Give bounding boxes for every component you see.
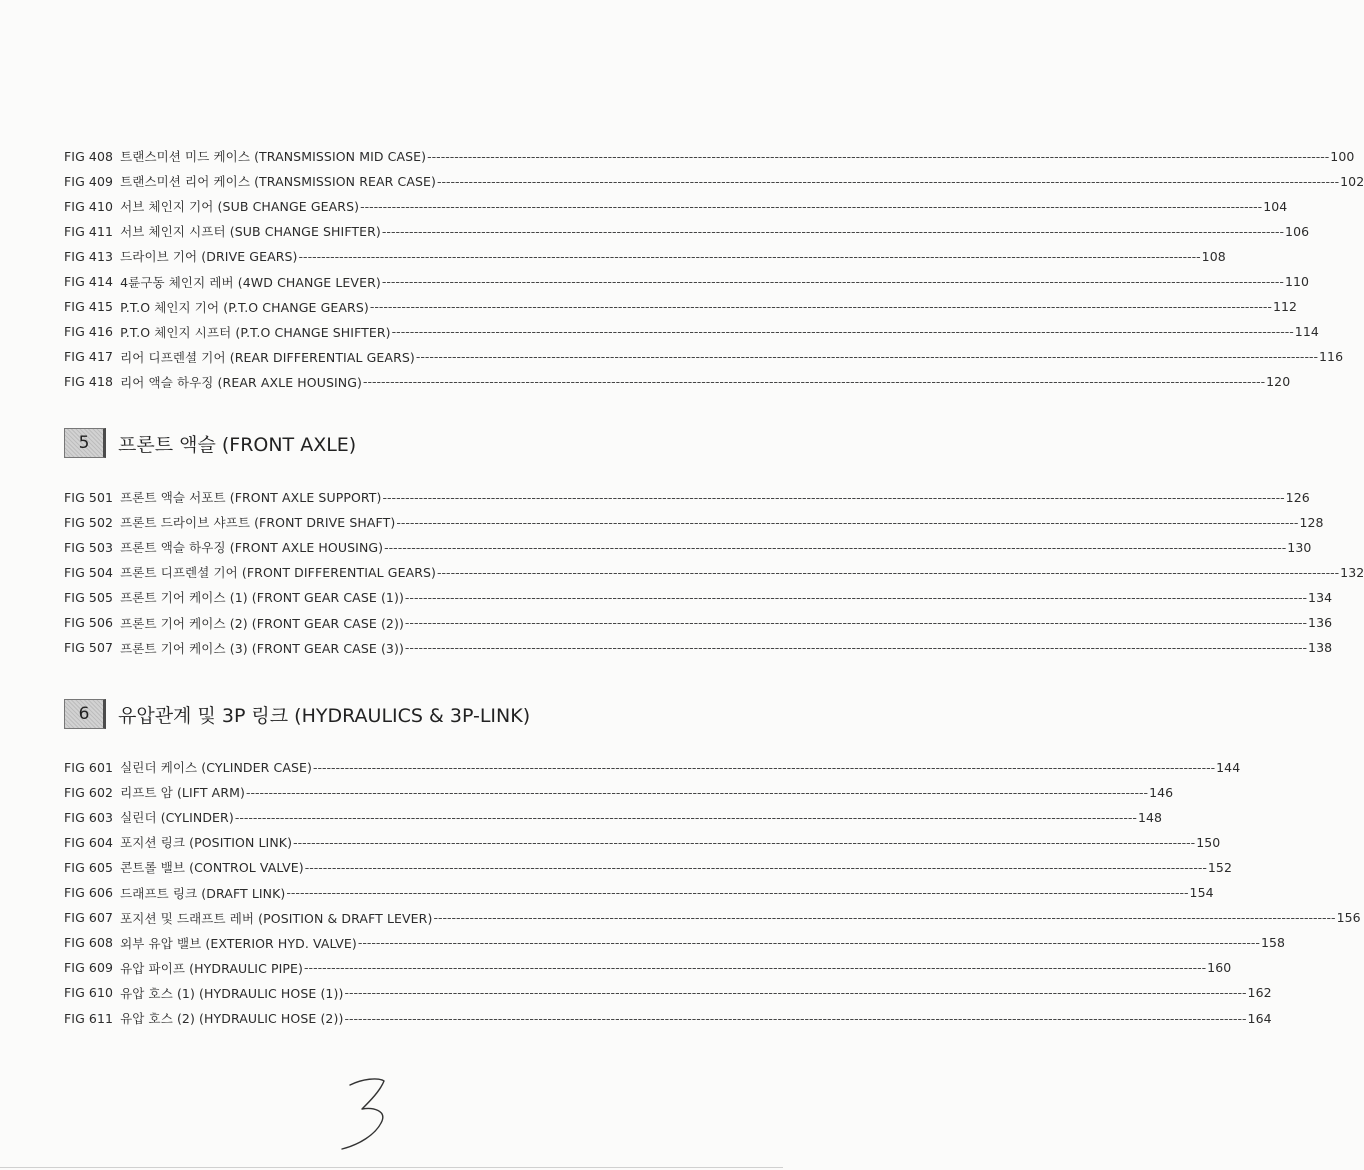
dot-leader: -------------------------------------------------------------------------------------------------------------------------------------------------------------------------------------------------------- [293,834,1196,850]
figure-number: FIG 417 [64,349,114,365]
toc-entry [64,958,1232,978]
toc-entry [64,832,1221,852]
page-number: 126 [1285,489,1310,505]
dot-leader: -------------------------------------------------------------------------------------------------------------------------------------------------------------------------------------------------------- [245,784,1149,800]
dot-leader: -------------------------------------------------------------------------------------------------------------------------------------------------------------------------------------------------------- [344,1010,1247,1026]
page-number: 146 [1149,784,1174,800]
figure-number: FIG 410 [64,198,114,214]
figure-number: FIG 414 [64,274,114,289]
section-title: 유압관계 및 3P 링크 (HYDRAULICS & 3P-LINK) [118,704,531,727]
entry-title: 트랜스미션 미드 케이스 (TRANSMISSION MID CASE) [120,149,427,164]
entry-title: 리어 액슬 하우징 (REAR AXLE HOUSING) [120,374,362,390]
dot-leader: -------------------------------------------------------------------------------------------------------------------------------------------------------------------------------------------------------- [344,985,1247,1001]
toc-entry [64,372,1291,392]
entry-title: 드라이브 기어 (DRIVE GEARS) [120,249,298,265]
dot-leader: -------------------------------------------------------------------------------------------------------------------------------------------------------------------------------------------------------- [369,299,1272,315]
page-number: 154 [1189,885,1214,900]
page-number: 102 [1340,173,1364,189]
page-number: 100 [1330,148,1355,164]
page-number: 128 [1299,514,1324,530]
toc-entry [64,587,1333,607]
toc-entry [64,782,1174,802]
toc-entry [64,246,1226,266]
figure-number: FIG 611 [64,1010,114,1026]
entry-title: 리프트 암 (LIFT ARM) [120,785,245,801]
figure-number: FIG 413 [64,248,114,264]
toc-entry [64,1008,1272,1028]
entry-title: 유압 파이프 (HYDRAULIC PIPE) [120,960,304,976]
dot-leader: -------------------------------------------------------------------------------------------------------------------------------------------------------------------------------------------------------- [437,564,1340,580]
entry-title: P.T.O 체인지 시프터 (P.T.O CHANGE SHIFTER) [120,324,391,340]
figure-number: FIG 505 [64,589,114,605]
dot-leader: -------------------------------------------------------------------------------------------------------------------------------------------------------------------------------------------------------- [304,859,1207,875]
toc-entry [64,983,1272,1003]
figure-number: FIG 502 [64,514,114,530]
entry-title: 유압 호스 (1) (HYDRAULIC HOSE (1)) [120,985,344,1001]
figure-number: FIG 409 [64,173,114,189]
entry-title: 서브 체인지 기어 (SUB CHANGE GEARS) [120,199,360,215]
figure-number: FIG 506 [64,615,114,630]
toc-entry [64,638,1333,658]
entry-title: 드래프트 링크 (DRAFT LINK) [120,885,286,901]
page-number: 156 [1336,910,1361,926]
dot-leader: -------------------------------------------------------------------------------------------------------------------------------------------------------------------------------------------------------- [234,809,1137,825]
page-number: 104 [1263,198,1288,214]
page-number: 134 [1308,589,1333,605]
figure-number: FIG 416 [64,324,114,340]
toc-entry [64,757,1241,777]
entry-title: 프론트 액슬 하우징 (FRONT AXLE HOUSING) [120,540,384,556]
dot-leader: -------------------------------------------------------------------------------------------------------------------------------------------------------------------------------------------------------- [357,935,1260,951]
dot-leader: -------------------------------------------------------------------------------------------------------------------------------------------------------------------------------------------------------- [304,960,1207,976]
figure-number: FIG 411 [64,223,114,239]
toc-entry [64,487,1310,507]
figure-number: FIG 609 [64,960,114,976]
toc-entry [64,512,1324,532]
entry-title: 서브 체인지 시프터 (SUB CHANGE SHIFTER) [120,224,381,240]
figure-number: FIG 418 [64,374,114,390]
toc-entry [64,908,1361,928]
figure-number: FIG 501 [64,489,114,505]
toc-entry [64,613,1333,633]
dot-leader: -------------------------------------------------------------------------------------------------------------------------------------------------------------------------------------------------------- [363,374,1266,390]
entry-title: 트랜스미션 리어 케이스 (TRANSMISSION REAR CASE) [120,174,436,190]
section-title: 프론트 액슬 (FRONT AXLE) [118,433,357,456]
dot-leader: -------------------------------------------------------------------------------------------------------------------------------------------------------------------------------------------------------- [384,539,1287,555]
page-number: 162 [1247,985,1272,1001]
toc-entry [64,221,1310,241]
page-number: 108 [1201,248,1226,264]
entry-title: 프론트 기어 케이스 (3) (FRONT GEAR CASE (3)) [120,640,404,656]
dot-leader: -------------------------------------------------------------------------------------------------------------------------------------------------------------------------------------------------------- [396,514,1299,530]
toc-entry [64,857,1233,877]
dot-leader: -------------------------------------------------------------------------------------------------------------------------------------------------------------------------------------------------------- [298,248,1201,264]
dot-leader: -------------------------------------------------------------------------------------------------------------------------------------------------------------------------------------------------------- [286,885,1189,900]
page-number: 150 [1196,834,1221,850]
toc-entry [64,347,1344,367]
page-number: 120 [1266,374,1291,390]
toc-entry [64,196,1288,216]
dot-leader: -------------------------------------------------------------------------------------------------------------------------------------------------------------------------------------------------------- [433,910,1336,926]
dot-leader: -------------------------------------------------------------------------------------------------------------------------------------------------------------------------------------------------------- [404,640,1308,656]
toc-entry [64,272,1310,292]
handwritten-page-number [336,1075,396,1155]
entry-title: 4륜구동 체인지 레버 (4WD CHANGE LEVER) [120,274,381,290]
page-number: 114 [1294,324,1319,340]
dot-leader: -------------------------------------------------------------------------------------------------------------------------------------------------------------------------------------------------------- [382,489,1285,505]
figure-number: FIG 507 [64,640,114,656]
toc-entry [64,146,1355,166]
toc-entry [64,322,1319,342]
entry-title: 프론트 드라이브 샤프트 (FRONT DRIVE SHAFT) [120,515,396,531]
page-number: 152 [1207,859,1233,875]
dot-leader: -------------------------------------------------------------------------------------------------------------------------------------------------------------------------------------------------------- [381,223,1285,239]
dot-leader: -------------------------------------------------------------------------------------------------------------------------------------------------------------------------------------------------------- [404,589,1308,605]
page-number: 138 [1308,640,1333,656]
scan-edge-line [0,1167,783,1168]
figure-number: FIG 601 [64,759,114,775]
page-number: 160 [1207,960,1232,976]
dot-leader: -------------------------------------------------------------------------------------------------------------------------------------------------------------------------------------------------------- [313,759,1216,775]
entry-title: 유압 호스 (2) (HYDRAULIC HOSE (2)) [120,1011,344,1026]
page-number: 112 [1272,299,1298,315]
page-number: 132 [1340,564,1364,580]
section-number: 6 [78,704,90,724]
dot-leader: -------------------------------------------------------------------------------------------------------------------------------------------------------------------------------------------------------- [415,349,1318,365]
page-number: 110 [1284,274,1310,289]
page-number: 106 [1285,223,1310,239]
dot-leader: -------------------------------------------------------------------------------------------------------------------------------------------------------------------------------------------------------- [404,615,1308,630]
dot-leader: -------------------------------------------------------------------------------------------------------------------------------------------------------------------------------------------------------- [381,274,1284,289]
entry-title: 포지션 및 드래프트 레버 (POSITION & DRAFT LEVER) [120,910,433,926]
toc-entry [64,883,1214,903]
entry-title: 프론트 기어 케이스 (2) (FRONT GEAR CASE (2)) [120,615,404,631]
page-number: 116 [1318,349,1344,365]
figure-number: FIG 602 [64,784,114,800]
figure-number: FIG 504 [64,564,114,580]
figure-number: FIG 607 [64,910,114,926]
figure-number: FIG 605 [64,859,114,875]
toc-entry [64,562,1364,582]
entry-title: 외부 유압 밸브 (EXTERIOR HYD. VALVE) [120,935,357,951]
entry-title: 실린더 (CYLINDER) [120,810,234,826]
entry-title: 실린더 케이스 (CYLINDER CASE) [120,760,312,775]
toc-entry [64,297,1298,317]
section-heading [64,427,356,459]
entry-title: 콘트롤 밸브 (CONTROL VALVE) [120,860,304,876]
figure-number: FIG 608 [64,935,114,951]
entry-title: P.T.O 체인지 기어 (P.T.O CHANGE GEARS) [120,299,369,315]
dot-leader: -------------------------------------------------------------------------------------------------------------------------------------------------------------------------------------------------------- [391,324,1294,340]
section-number: 5 [78,433,90,453]
figure-number: FIG 603 [64,809,114,825]
toc-entry [64,933,1286,953]
figure-number: FIG 408 [64,148,114,164]
entry-title: 프론트 디프렌셜 기어 (FRONT DIFFERENTIAL GEARS) [120,565,437,581]
section-heading [64,698,530,730]
section-number-box [64,699,106,729]
dot-leader: -------------------------------------------------------------------------------------------------------------------------------------------------------------------------------------------------------- [436,173,1340,189]
page-number: 136 [1308,615,1333,630]
figure-number: FIG 606 [64,885,114,900]
page-number: 144 [1216,759,1241,775]
entry-title: 프론트 기어 케이스 (1) (FRONT GEAR CASE (1)) [120,590,404,606]
page-number: 148 [1137,809,1163,825]
toc-entry [64,171,1364,191]
entry-title: 리어 디프렌셜 기어 (REAR DIFFERENTIAL GEARS) [120,349,415,365]
entry-title: 포지션 링크 (POSITION LINK) [120,835,293,851]
toc-entry [64,807,1163,827]
toc-entry [64,537,1312,557]
figure-number: FIG 415 [64,299,114,315]
page-number: 130 [1287,539,1312,555]
page-number: 158 [1260,935,1286,951]
figure-number: FIG 610 [64,985,114,1001]
figure-number: FIG 604 [64,834,114,850]
dot-leader: -------------------------------------------------------------------------------------------------------------------------------------------------------------------------------------------------------- [427,148,1330,164]
section-number-box [64,428,106,458]
entry-title: 프론트 액슬 서포트 (FRONT AXLE SUPPORT) [120,490,382,505]
page-number: 164 [1247,1010,1272,1026]
dot-leader: -------------------------------------------------------------------------------------------------------------------------------------------------------------------------------------------------------- [360,198,1263,214]
figure-number: FIG 503 [64,539,114,555]
